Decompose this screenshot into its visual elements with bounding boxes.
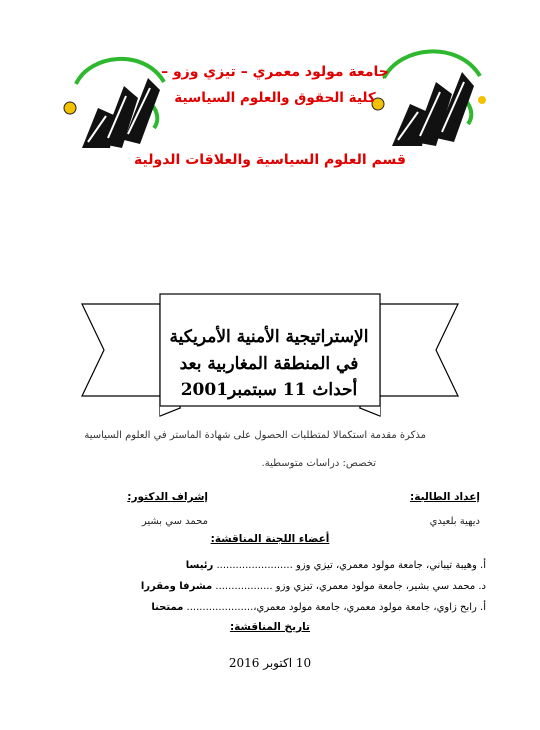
member-role: ممتحنا <box>151 602 184 613</box>
student-label: إعداد الطالبة: <box>410 491 480 503</box>
university-logo-left <box>60 48 172 152</box>
thesis-title-line-3: أحداث 11 سبتمبر2001 <box>180 380 358 400</box>
defense-date-label: تاريخ المناقشة: <box>229 621 311 633</box>
member-text: أ. رابح زاوي، جامعة مولود معمري، جامعة مولود معمري،..................... <box>186 602 486 613</box>
supervisor-name: محمد سي بشير <box>141 516 208 527</box>
committee-member-row <box>60 602 486 613</box>
purpose-note: مذكرة مقدمة استكمالا لمتطلبات الحصول على شهادة الماستر في العلوم السياسية <box>84 430 426 441</box>
member-role: رئيسا <box>185 560 214 571</box>
department-name: قسم العلوم السياسية والعلاقات الدولية <box>134 152 406 168</box>
student-name: ديهية بلعيدي <box>429 516 480 527</box>
supervisor-label: إشراف الدكتور: <box>127 491 208 503</box>
committee-member-row <box>60 581 486 592</box>
thesis-title-line-1: الإستراتيجية الأمنية الأمريكية <box>169 327 369 347</box>
member-role: مشرفا ومقررا <box>140 581 213 592</box>
defense-date: 10 اكتوبر 2016 <box>228 656 312 670</box>
member-text: أ. وهيبة تيباني، جامعة مولود معمري، تيزي وزو ........................ <box>216 560 486 571</box>
university-name: جامعة مولود معمري – تيزي وزو – <box>161 64 389 80</box>
member-text: د. محمد سي بشير، جامعة مولود معمري، تيزي وزو .................. <box>215 581 486 592</box>
thesis-title-line-2: في المنطقة المغاربية بعد <box>179 354 359 374</box>
committee-label: أعضاء اللجنة المناقشة: <box>210 533 330 545</box>
specialization-note: تخصص: دراسات متوسطية. <box>261 458 376 469</box>
faculty-name: كلية الحقوق والعلوم السياسية <box>174 90 376 106</box>
committee-member-row <box>60 560 486 571</box>
